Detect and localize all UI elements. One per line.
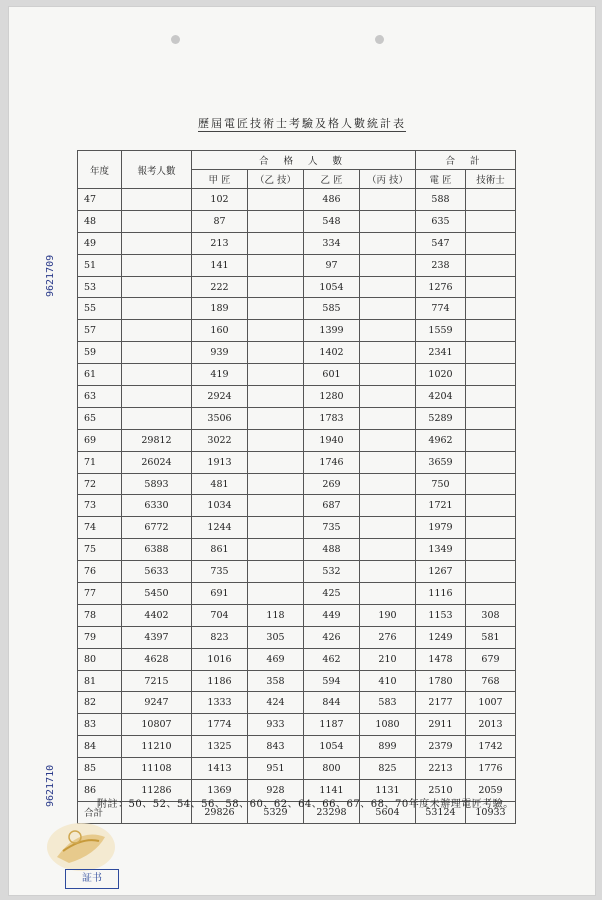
table-cell-yi: 735 [304,517,360,539]
table-cell-tech [466,407,516,429]
table-cell-year: 57 [78,320,122,342]
table-cell-bing-ji [360,189,416,211]
table-cell-yi: 426 [304,626,360,648]
table-cell-yi-ji [248,386,304,408]
table-cell-dian: 774 [416,298,466,320]
document-title-text: 歷屆電匠技術士考驗及格人數統計表 [198,117,406,130]
table-cell-dian: 750 [416,473,466,495]
table-cell-dian: 1721 [416,495,466,517]
table-cell-bing-ji [360,320,416,342]
table-cell-tech [466,276,516,298]
table-cell-jia: 1413 [192,758,248,780]
table-cell-dian: 2177 [416,692,466,714]
table-cell-year: 69 [78,429,122,451]
table-cell-jia: 691 [192,583,248,605]
table-cell-jia: 1034 [192,495,248,517]
table-cell-bing-ji [360,232,416,254]
table-cell-tech [466,232,516,254]
table-cell-applicants [122,232,192,254]
table-cell-dian: 2341 [416,342,466,364]
table-cell-dian: 635 [416,210,466,232]
table-row [78,298,516,320]
table-cell-tech [466,254,516,276]
table-cell-dian: 1249 [416,626,466,648]
table-row [78,495,516,517]
table-row [78,210,516,232]
table-cell-tech [466,320,516,342]
table-cell-bing-ji [360,407,416,429]
table-cell-applicants: 29812 [122,429,192,451]
table-cell-jia: 222 [192,276,248,298]
table-cell-applicants [122,342,192,364]
table-row [78,342,516,364]
table-cell-yi: 97 [304,254,360,276]
table-cell-applicants: 4628 [122,648,192,670]
table-cell-bing-ji [360,539,416,561]
subheader-yi: 乙 匠 [304,170,360,189]
table-cell-tech: 2059 [466,780,516,802]
totals-cell-jia: 29826 [192,801,248,823]
header-applicants: 報考人數 [122,151,192,189]
table-row [78,189,516,211]
table-cell-jia: 1913 [192,451,248,473]
table-cell-dian: 2213 [416,758,466,780]
table-cell-bing-ji: 276 [360,626,416,648]
table-cell-yi-ji [248,495,304,517]
table-cell-yi: 1399 [304,320,360,342]
table-cell-yi-ji [248,583,304,605]
table-cell-jia: 141 [192,254,248,276]
table-row [78,364,516,386]
table-cell-dian: 1276 [416,276,466,298]
table-cell-applicants: 11286 [122,780,192,802]
table-cell-applicants [122,386,192,408]
table-cell-yi-ji: 469 [248,648,304,670]
table-cell-applicants: 7215 [122,670,192,692]
table-cell-applicants [122,189,192,211]
table-row [78,604,516,626]
table-row [78,386,516,408]
table-cell-jia: 1774 [192,714,248,736]
table-row [78,429,516,451]
table-cell-year: 73 [78,495,122,517]
table-cell-jia: 102 [192,189,248,211]
table-cell-dian: 1116 [416,583,466,605]
table-cell-yi-ji [248,429,304,451]
table-cell-year: 55 [78,298,122,320]
table-cell-dian: 2510 [416,780,466,802]
table-cell-dian: 5289 [416,407,466,429]
table-cell-bing-ji [360,210,416,232]
table-cell-dian: 588 [416,189,466,211]
table-cell-bing-ji: 190 [360,604,416,626]
table-cell-yi-ji [248,473,304,495]
table-cell-dian: 547 [416,232,466,254]
totals-cell-yi-ji: 5329 [248,801,304,823]
subheader-dian: 電 匠 [416,170,466,189]
table-cell-tech [466,583,516,605]
table-cell-yi: 449 [304,604,360,626]
table-cell-year: 79 [78,626,122,648]
table-row [78,736,516,758]
table-cell-tech [466,189,516,211]
table-cell-yi-ji: 305 [248,626,304,648]
table-cell-applicants: 4397 [122,626,192,648]
table-cell-tech [466,429,516,451]
table-cell-yi: 800 [304,758,360,780]
table-cell-tech [466,473,516,495]
table-cell-applicants: 11108 [122,758,192,780]
table-cell-year: 47 [78,189,122,211]
table-cell-yi: 488 [304,539,360,561]
totals-cell-bing-ji: 5604 [360,801,416,823]
table-cell-dian: 1267 [416,561,466,583]
table-cell-tech [466,451,516,473]
document-title [9,115,595,131]
footnote: 附註：50、52、54、56、58、60、62、64、66、67、68、70年度未辦理電匠考驗。 [97,799,514,810]
table-cell-year: 80 [78,648,122,670]
table-cell-applicants: 6772 [122,517,192,539]
table-cell-applicants [122,298,192,320]
table-cell-tech: 2013 [466,714,516,736]
table-cell-jia: 419 [192,364,248,386]
table-cell-yi: 1280 [304,386,360,408]
table-cell-year: 65 [78,407,122,429]
table-cell-bing-ji: 1080 [360,714,416,736]
table-cell-jia: 939 [192,342,248,364]
table-cell-yi: 1141 [304,780,360,802]
totals-cell-label: 合計 [78,801,122,823]
table-cell-year: 82 [78,692,122,714]
table-cell-bing-ji [360,561,416,583]
table-cell-applicants [122,320,192,342]
table-row [78,626,516,648]
table-cell-yi: 1054 [304,276,360,298]
table-cell-applicants [122,364,192,386]
table-cell-year: 84 [78,736,122,758]
table-cell-jia: 1016 [192,648,248,670]
stamp-number-bottom: 9621710 [45,764,56,807]
table-cell-tech: 308 [466,604,516,626]
table-cell-bing-ji [360,583,416,605]
table-cell-jia: 481 [192,473,248,495]
logo-icon [39,807,123,877]
table-cell-yi-ji [248,254,304,276]
table-row [78,320,516,342]
table-cell-yi-ji [248,451,304,473]
table-cell-yi-ji [248,342,304,364]
table-cell-bing-ji: 583 [360,692,416,714]
seal-stamp: 証书 [65,869,119,889]
table-cell-applicants: 26024 [122,451,192,473]
document-page [8,6,596,896]
table-cell-dian: 4204 [416,386,466,408]
statistics-table [77,150,516,824]
table-cell-jia: 704 [192,604,248,626]
table-cell-yi: 1783 [304,407,360,429]
table-cell-dian: 2911 [416,714,466,736]
table-cell-yi: 486 [304,189,360,211]
table-cell-bing-ji: 1131 [360,780,416,802]
table-cell-bing-ji [360,342,416,364]
table-cell-applicants [122,276,192,298]
subheader-bing-ji: （丙 技） [360,170,416,189]
table-cell-tech [466,298,516,320]
table-cell-yi: 594 [304,670,360,692]
table-row [78,583,516,605]
table-cell-bing-ji [360,473,416,495]
table-cell-yi-ji [248,364,304,386]
table-row [78,517,516,539]
table-cell-yi-ji [248,539,304,561]
table-cell-yi-ji: 933 [248,714,304,736]
table-cell-dian: 1780 [416,670,466,692]
subheader-tech: 技術士 [466,170,516,189]
header-year: 年度 [78,151,122,189]
table-cell-year: 86 [78,780,122,802]
table-cell-yi: 601 [304,364,360,386]
table-cell-jia: 1244 [192,517,248,539]
table-cell-applicants: 10807 [122,714,192,736]
table-cell-yi-ji: 928 [248,780,304,802]
table-cell-jia: 1369 [192,780,248,802]
table-row [78,714,516,736]
table-cell-dian: 2379 [416,736,466,758]
table-cell-year: 78 [78,604,122,626]
table-cell-year: 77 [78,583,122,605]
table-cell-year: 75 [78,539,122,561]
table-cell-dian: 3659 [416,451,466,473]
table-row [78,539,516,561]
table-cell-yi-ji: 951 [248,758,304,780]
table-cell-year: 83 [78,714,122,736]
totals-cell-yi: 23298 [304,801,360,823]
table-cell-applicants: 6388 [122,539,192,561]
table-cell-yi-ji [248,517,304,539]
table-cell-year: 76 [78,561,122,583]
table-cell-applicants [122,254,192,276]
table-cell-yi-ji [248,210,304,232]
table-cell-bing-ji: 825 [360,758,416,780]
table-cell-bing-ji [360,386,416,408]
table-cell-jia: 213 [192,232,248,254]
punch-hole [375,35,384,44]
table-cell-dian: 1153 [416,604,466,626]
table-cell-yi-ji: 118 [248,604,304,626]
table-cell-tech: 768 [466,670,516,692]
table-row [78,758,516,780]
table-cell-jia: 3022 [192,429,248,451]
punch-hole [171,35,180,44]
table-cell-applicants: 6330 [122,495,192,517]
table-cell-year: 48 [78,210,122,232]
table-cell-year: 81 [78,670,122,692]
table-cell-dian: 1559 [416,320,466,342]
table-row [78,648,516,670]
table-cell-yi-ji [248,407,304,429]
table-body [78,189,516,824]
table-cell-jia: 1186 [192,670,248,692]
table-cell-applicants [122,210,192,232]
table-cell-bing-ji [360,517,416,539]
table-cell-jia: 3506 [192,407,248,429]
table-cell-jia: 2924 [192,386,248,408]
table-row [78,692,516,714]
table-cell-applicants [122,407,192,429]
table-row [78,670,516,692]
table-row [78,561,516,583]
table-cell-year: 71 [78,451,122,473]
table-cell-dian: 1478 [416,648,466,670]
subheader-jia: 甲 匠 [192,170,248,189]
table-cell-yi: 1187 [304,714,360,736]
header-total: 合 計 [416,151,516,170]
stamp-number-top: 9621709 [45,254,56,297]
table-cell-bing-ji [360,364,416,386]
table-cell-tech [466,342,516,364]
table-cell-applicants: 5893 [122,473,192,495]
table-cell-year: 49 [78,232,122,254]
totals-cell-tech: 10933 [466,801,516,823]
table-cell-year: 85 [78,758,122,780]
table-cell-jia: 189 [192,298,248,320]
table-cell-jia: 160 [192,320,248,342]
table-cell-bing-ji: 210 [360,648,416,670]
table-cell-yi: 425 [304,583,360,605]
table-cell-tech [466,386,516,408]
table-cell-yi: 1054 [304,736,360,758]
table-cell-year: 72 [78,473,122,495]
table-cell-year: 59 [78,342,122,364]
table-cell-yi: 548 [304,210,360,232]
totals-cell-dian: 53124 [416,801,466,823]
table-cell-year: 53 [78,276,122,298]
table-row [78,276,516,298]
table-cell-yi: 462 [304,648,360,670]
table-cell-yi: 532 [304,561,360,583]
table-cell-dian: 1349 [416,539,466,561]
table-row [78,254,516,276]
table-cell-jia: 735 [192,561,248,583]
table-cell-tech [466,210,516,232]
table-cell-tech [466,364,516,386]
table-cell-yi: 1402 [304,342,360,364]
table-cell-jia: 861 [192,539,248,561]
table-cell-applicants: 9247 [122,692,192,714]
table-cell-bing-ji [360,495,416,517]
table-cell-yi-ji: 358 [248,670,304,692]
table-cell-tech: 1007 [466,692,516,714]
table-cell-tech [466,517,516,539]
table-cell-bing-ji [360,429,416,451]
table-cell-bing-ji: 410 [360,670,416,692]
table-row [78,407,516,429]
table-cell-tech: 581 [466,626,516,648]
table-cell-year: 61 [78,364,122,386]
table-cell-jia: 823 [192,626,248,648]
table-cell-applicants: 5450 [122,583,192,605]
table-cell-yi-ji [248,298,304,320]
table-cell-yi-ji [248,189,304,211]
table-cell-yi: 1940 [304,429,360,451]
table-cell-dian: 1020 [416,364,466,386]
header-passed: 合 格 人 數 [192,151,416,170]
table-cell-yi-ji [248,561,304,583]
table-cell-yi: 844 [304,692,360,714]
table-cell-year: 63 [78,386,122,408]
table-cell-jia: 1325 [192,736,248,758]
table-cell-bing-ji [360,276,416,298]
table-cell-dian: 238 [416,254,466,276]
table-cell-dian: 4962 [416,429,466,451]
table-cell-tech [466,539,516,561]
table-cell-yi: 687 [304,495,360,517]
table-cell-yi-ji: 843 [248,736,304,758]
table-cell-bing-ji [360,254,416,276]
table-cell-year: 51 [78,254,122,276]
table-cell-yi: 334 [304,232,360,254]
table-cell-yi: 585 [304,298,360,320]
table-cell-yi-ji [248,232,304,254]
table-row [78,473,516,495]
table-cell-tech [466,561,516,583]
table-cell-applicants: 5633 [122,561,192,583]
table-cell-yi: 1746 [304,451,360,473]
table-cell-tech: 1742 [466,736,516,758]
table-cell-year: 74 [78,517,122,539]
table-cell-bing-ji [360,298,416,320]
table-cell-yi-ji [248,320,304,342]
table-cell-applicants: 11210 [122,736,192,758]
table-cell-applicants: 4402 [122,604,192,626]
table-cell-jia: 87 [192,210,248,232]
table-cell-jia: 1333 [192,692,248,714]
table-cell-tech: 1776 [466,758,516,780]
table-cell-tech: 679 [466,648,516,670]
table-cell-yi: 269 [304,473,360,495]
table-cell-tech [466,495,516,517]
table-cell-bing-ji [360,451,416,473]
table-cell-dian: 1979 [416,517,466,539]
table-cell-bing-ji: 899 [360,736,416,758]
table-cell-yi-ji: 424 [248,692,304,714]
table-row [78,232,516,254]
subheader-yi-ji: （乙 技） [248,170,304,189]
table-row [78,451,516,473]
table-cell-yi-ji [248,276,304,298]
